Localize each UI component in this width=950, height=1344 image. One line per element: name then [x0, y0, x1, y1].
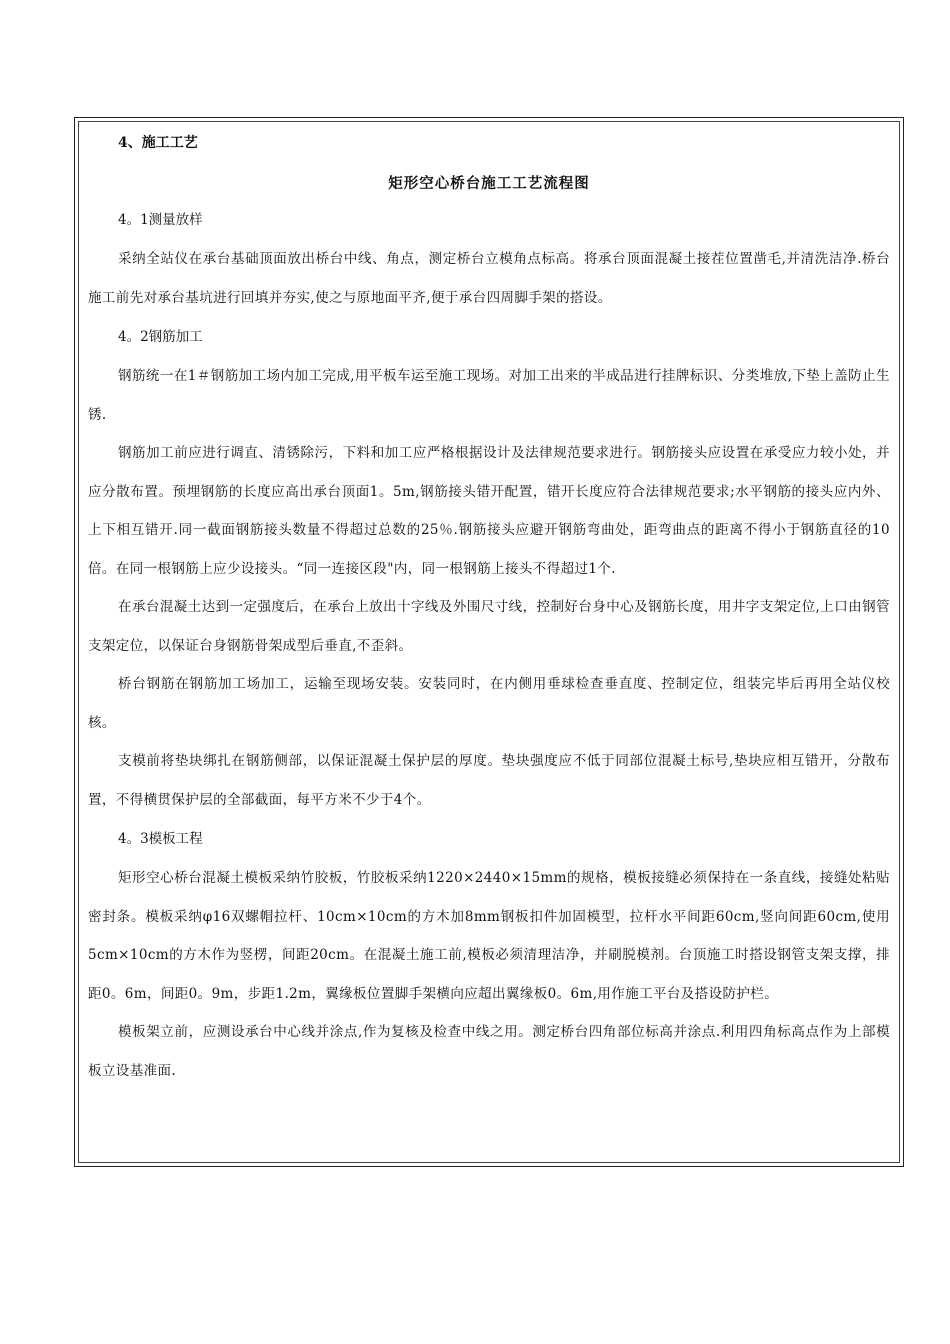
subsection-heading-4-2: 4。2钢筋加工: [118, 329, 203, 345]
paragraph: 支模前将垫块绑扎在钢筋侧部，以保证混凝土保护层的厚度。垫块强度应不低于同部位混凝土标号,垫块应相互错开，分散布置，不得横贯保护层的全部截面，每平方米不少于4个。: [88, 753, 890, 808]
document-content: [88, 128, 890, 1090]
paragraph: 钢筋统一在1＃钢筋加工场内加工完成,用平板车运至施工现场。对加工出来的半成品进行挂牌标识、分类堆放,下垫上盖防止生锈.: [88, 368, 890, 423]
flow-chart-title: 矩形空心桥台施工工艺流程图: [388, 175, 590, 192]
subsection-heading-4-3: 4。3模板工程: [118, 831, 203, 847]
paragraph: 桥台钢筋在钢筋加工场加工，运输至现场安装。安装同时，在内侧用垂球检查垂直度、控制定位，组装完毕后再用全站仪校核。: [88, 676, 890, 731]
paragraph: 钢筋加工前应进行调直、清锈除污，下料和加工应严格根据设计及法律规范要求进行。钢筋接头应设置在承受应力较小处，并应分散布置。预埋钢筋的长度应高出承台顶面1。5m,钢筋接头错开配置，错开长度应符合法律规范要求;水平钢筋的接头应内外、上下相互错开.同一截面钢筋接头数量不得超过总数的25％.钢筋接头应避开钢筋弯曲处，距弯曲点的距离不得小于钢筋直径的10倍。在同一根钢筋上应少设接头。“同一连接区段"内，同一根钢筋上接头不得超过1个.: [88, 445, 890, 577]
paragraph: 在承台混凝土达到一定强度后，在承台上放出十字线及外围尺寸线，控制好台身中心及钢筋长度，用井字支架定位,上口由钢管支架定位，以保证台身钢筋骨架成型后垂直,不歪斜。: [88, 599, 890, 654]
section-heading: 4、施工工艺: [118, 135, 198, 151]
subsection-heading-4-1: 4。1测量放样: [118, 212, 203, 228]
paragraph: 模板架立前，应测设承台中心线并涂点,作为复核及检查中线之用。测定桥台四角部位标高并涂点.利用四角标高点作为上部模板立设基准面.: [88, 1024, 890, 1079]
paragraph: 采纳全站仪在承台基础顶面放出桥台中线、角点，测定桥台立模角点标高。将承台顶面混凝土接茬位置凿毛,并清洗洁净.桥台施工前先对承台基坑进行回填并夯实,使之与原地面平齐,便于承台四周脚手架的搭设。: [88, 251, 890, 306]
paragraph: 矩形空心桥台混凝土模板采纳竹胶板，竹胶板采纳1220×2440×15mm的规格，模板接缝必须保持在一条直线，接缝处粘贴密封条。模板采纳φ16双螺帽拉杆、10cm×10cm的方木加8mm钢板扣件加固模型，拉杆水平间距60cm,竖向间距60cm,使用5cm×10cm的方木作为竖楞，间距20cm。在混凝土施工前,模板必须清理洁净，并刷脱模剂。台顶施工时搭设钢管支架支撑，排距0。6m，间距0。9m，步距1.2m，翼缘板位置脚手架横向应超出翼缘板0。6m,用作施工平台及搭设防护栏。: [88, 870, 890, 1002]
